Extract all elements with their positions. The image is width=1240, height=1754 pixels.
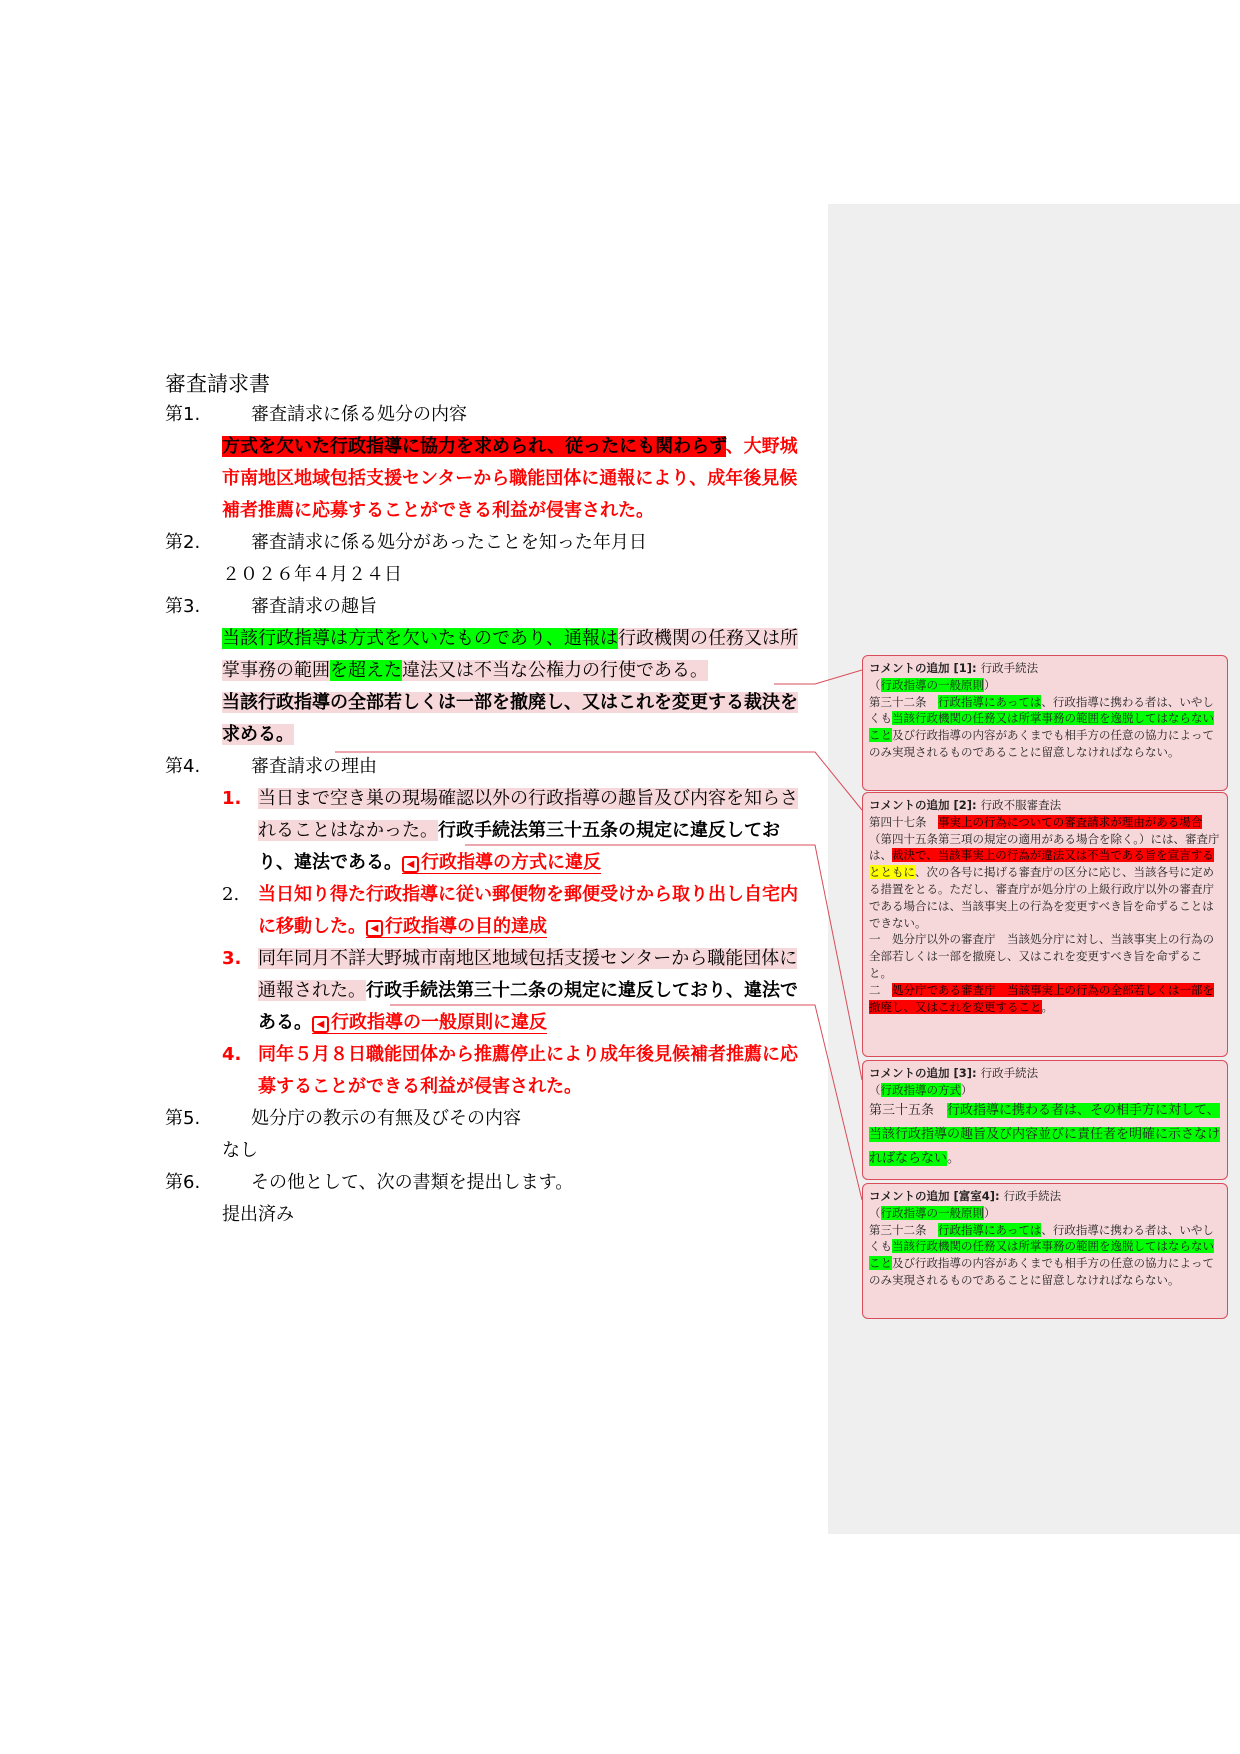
section-1-body <box>222 431 814 527</box>
section-heading: 審査請求の趣旨 <box>251 596 377 617</box>
section-number: 第6. <box>165 1172 201 1193</box>
comment-caption: 行政指導の方式 <box>880 1082 961 1097</box>
internal-link[interactable]: ◀ 行政指導の目的達成 <box>366 916 547 938</box>
commented-text[interactable]: 当該行政指導の全部若しくは一部を撤廃し、又はこれを変更する裁決を求める。 <box>222 692 798 745</box>
back-arrow-icon: ◀ <box>312 1016 329 1033</box>
body-text: 同年５月８日職能団体から推薦停止により成年後見候補者推薦に応募することができる利益が侵害された。 <box>258 1044 798 1097</box>
section-2-date: ２０２６年４月２４日 <box>222 564 402 585</box>
section-5-heading <box>165 1103 521 1135</box>
section-number: 第4. <box>165 756 201 777</box>
internal-link[interactable]: ◀ 行政指導の一般原則に違反 <box>312 1012 547 1034</box>
list-number: 4. <box>222 1044 242 1065</box>
body-text: 、大野城市南地区地域包括支援センターから職能団体に通報により、成年後見候補者推薦に応募することができる利益が侵害された。 <box>222 436 798 521</box>
comment-balloon-3[interactable]: コメントの追加 [3]: 行政手続法 （行政指導の方式） 第三十五条 行政指導に携わる者は、その相手方に対して、当該行政指導の趣旨及び内容並びに責任者を明確に示さなければならない。 <box>862 1060 1228 1180</box>
comment-header: コメントの追加 [1]: 行政手続法 <box>869 661 1039 675</box>
comment-balloon-1[interactable]: コメントの追加 [1]: 行政手続法 （行政指導の一般原則） 第三十二条 行政指導にあっては、行政指導に携わる者は、いやしくも当該行政機関の任務又は所掌事務の範囲を逸脱してはならないこと及び行政指導の内容があくまでも相手方の任意の協力によってのみ実現されるものであることに留意しなければならない。 <box>862 655 1228 791</box>
internal-link[interactable]: ◀ 行政指導の方式に違反 <box>402 852 601 874</box>
section-6-value: 提出済み <box>222 1204 294 1225</box>
highlighted-text: を超えた <box>330 660 402 681</box>
comment-header: コメントの追加 [富室4]: 行政手続法 <box>869 1189 1062 1203</box>
comment-balloon-2[interactable]: コメントの追加 [2]: 行政不服審査法 第四十七条 事実上の行為についての審査請求が理由がある場合（第四十五条第三項の規定の適用がある場合を除く。）には、審査庁は、裁決で、当該事実上の行為が違法又は不当である旨を宣言するとともに、次の各号に掲げる審査庁の区分に応じ、当該各号に定める措置をとる。ただし、審査庁が処分庁の上級行政庁以外の審査庁である場合には、当該事実上の行為を変更すべき旨を命ずることはできない。 一 処分庁以外の審査庁 当該処分庁に対し、当該事実上の行為の全部若しくは一部を撤廃し、又はこれを変更すべき旨を命ずること。 二 処分庁である審査庁 当該事実上の行為の全部若しくは一部を撤廃し、又はこれを変更すること。 <box>862 792 1228 1057</box>
body-text: 当日知り得た行政指導に従い郵便物を郵便受けから取り出し自宅内に移動した。 <box>258 884 798 937</box>
section-3-request <box>222 687 814 751</box>
comment-header: コメントの追加 [3]: 行政手続法 <box>869 1066 1039 1080</box>
section-4-heading <box>165 751 377 783</box>
document-title: 審査請求書 <box>165 372 270 396</box>
section-heading: その他として、次の書類を提出します。 <box>251 1172 574 1193</box>
body-text: 行政手続法第三十五条の規定に違反しており、違法である。 <box>258 820 780 873</box>
list-number: 2. <box>222 884 240 905</box>
section-number: 第1. <box>165 404 201 425</box>
body-text: 行政手続法第三十二条の規定に違反しており、違法である。 <box>258 980 798 1033</box>
list-number: 1. <box>222 788 242 809</box>
section-2-heading <box>165 527 647 559</box>
section-6-heading <box>165 1167 573 1199</box>
reason-item-1 <box>222 783 814 879</box>
highlighted-text: 当該行政指導は方式を欠いたものであり、通報は <box>222 628 618 649</box>
commented-text[interactable]: 同年同月不詳大野城市南地区地域包括支援センターから職能団体に通報された。 <box>258 948 798 1001</box>
reason-item-3 <box>222 943 814 1039</box>
section-heading: 処分庁の教示の有無及びその内容 <box>251 1108 521 1129</box>
section-number: 第2. <box>165 532 201 553</box>
section-5-value: なし <box>222 1140 258 1161</box>
list-number: 3. <box>222 948 242 969</box>
comment-caption: 行政指導の一般原則 <box>880 1205 984 1220</box>
back-arrow-icon: ◀ <box>366 920 383 937</box>
section-3-heading <box>165 591 377 623</box>
comment-balloon-4[interactable]: コメントの追加 [富室4]: 行政手続法 （行政指導の一般原則） 第三十二条 行政指導にあっては、行政指導に携わる者は、いやしくも当該行政機関の任務又は所掌事務の範囲を逸脱してはならないこと及び行政指導の内容があくまでも相手方の任意の協力によってのみ実現されるものであることに留意しなければならない。 <box>862 1183 1228 1319</box>
comment-caption: 行政指導の一般原則 <box>880 677 984 692</box>
reason-item-2 <box>222 879 814 943</box>
reason-item-4 <box>222 1039 814 1103</box>
comment-header: コメントの追加 [2]: 行政不服審査法 <box>869 798 1062 812</box>
commented-text[interactable]: 違法又は不当な公権力の行使である。 <box>402 660 708 681</box>
section-3-body <box>222 623 814 687</box>
highlighted-text: 方式を欠いた行政指導に協力を求められ、従ったにも関わらず <box>222 436 726 457</box>
section-heading: 審査請求に係る処分があったことを知った年月日 <box>251 532 647 553</box>
section-number: 第5. <box>165 1108 201 1129</box>
commented-text[interactable]: 行政機関の任務又は所掌事務の範囲 <box>222 628 798 681</box>
section-number: 第3. <box>165 596 201 617</box>
section-1-heading <box>165 399 467 431</box>
section-heading: 審査請求の理由 <box>251 756 377 777</box>
back-arrow-icon: ◀ <box>402 856 419 873</box>
commented-text[interactable]: 当日まで空き巣の現場確認以外の行政指導の趣旨及び内容を知らされることはなかった。 <box>258 788 798 841</box>
section-heading: 審査請求に係る処分の内容 <box>251 404 467 425</box>
